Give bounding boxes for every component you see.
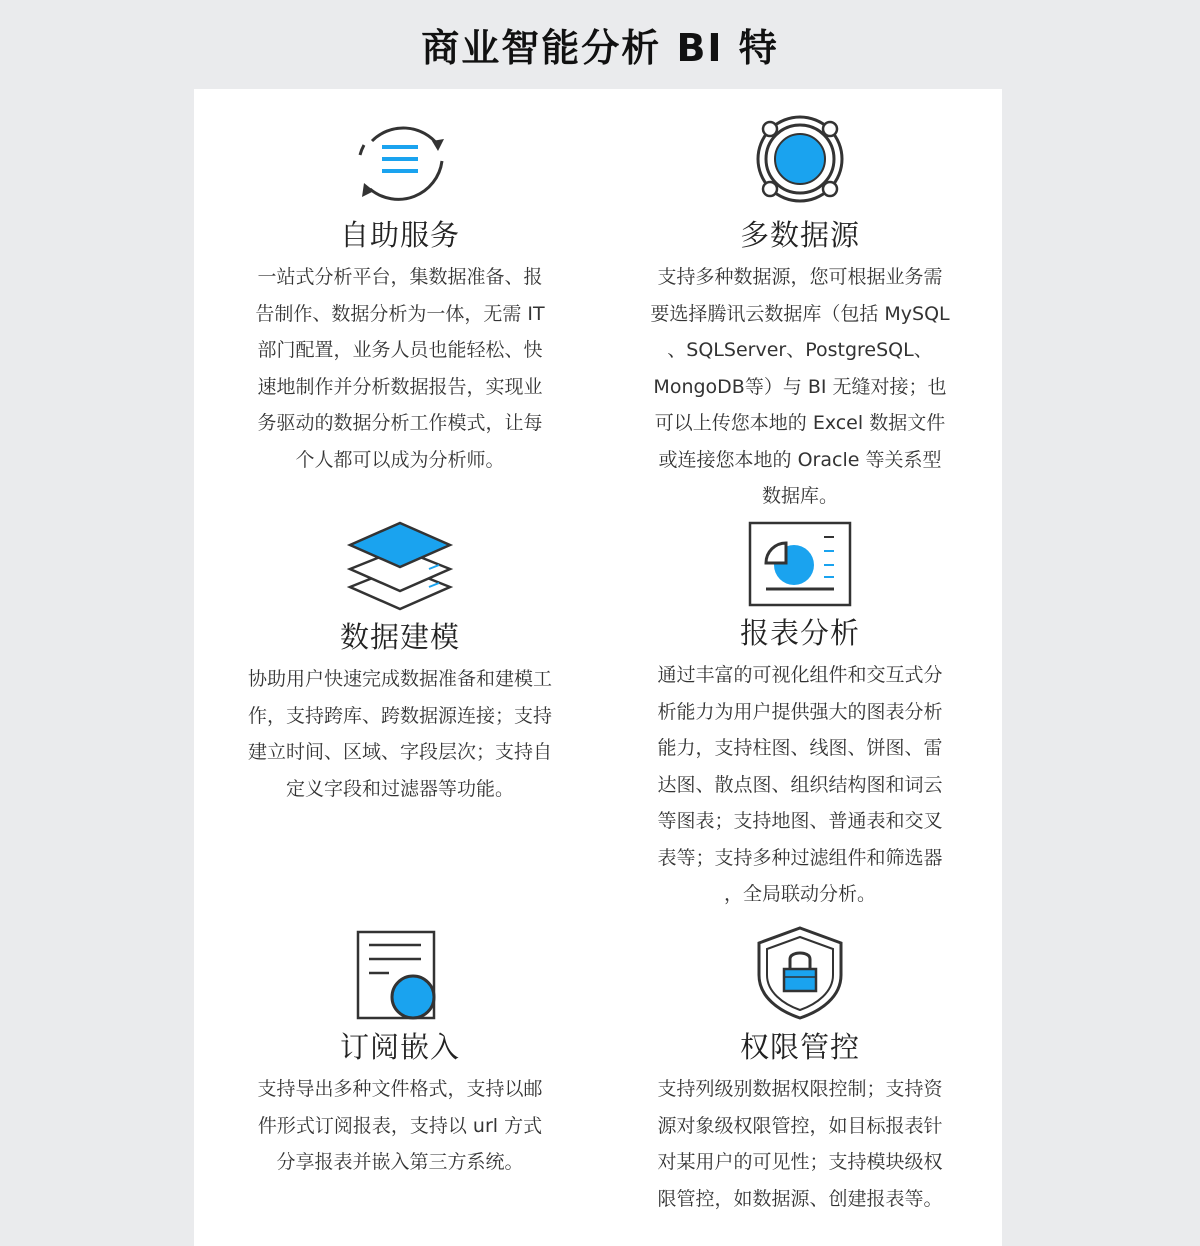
feature-description	[230, 661, 570, 807]
feature-data-modeling	[230, 519, 570, 807]
feature-description	[630, 657, 970, 913]
document-subscribe-icon	[355, 929, 445, 1021]
description-line: 数据库。	[761, 485, 838, 507]
feature-multi-source	[630, 109, 970, 515]
description-line: 表等；支持多种过滤组件和筛选器	[657, 846, 943, 869]
description-line: 要选择腾讯云数据库（包括 MySQL	[650, 302, 950, 325]
description-line: 析能力为用户提供强大的图表分析	[657, 700, 943, 723]
description-line: 部门配置，业务人员也能轻松、快	[257, 339, 543, 361]
description-line: 、SQLServer、PostgreSQL、	[667, 339, 933, 361]
feature-description	[630, 1071, 970, 1217]
description-line: 支持多种数据源，您可根据业务需	[657, 266, 943, 288]
feature-title: 自助服务	[339, 218, 460, 252]
feature-title: 订阅嵌入	[339, 1030, 460, 1064]
feature-description	[630, 259, 970, 515]
description-line: 定义字段和过滤器等功能。	[285, 777, 514, 800]
description-line: MongoDB等）与 BI 无缝对接；也	[653, 375, 947, 398]
list-cycle-icon	[350, 109, 450, 209]
feature-description	[230, 259, 570, 478]
description-line: 支持导出多种文件格式，支持以邮	[257, 1078, 543, 1100]
feature-self-service	[230, 109, 570, 478]
description-line: 建立时间、区域、字段层次；支持自	[247, 741, 552, 763]
feature-subscribe-embed	[230, 929, 570, 1181]
description-line: 通过丰富的可视化组件和交互式分	[657, 664, 943, 686]
description-line: 个人都可以成为分析师。	[295, 448, 505, 471]
description-line: 协助用户快速完成数据准备和建模工	[247, 668, 552, 690]
description-line: 件形式订阅报表，支持以 url 方式	[257, 1114, 543, 1137]
feature-title: 权限管控	[739, 1030, 860, 1064]
description-line: ，全局联动分析。	[723, 883, 876, 905]
report-chart-icon	[748, 521, 852, 607]
description-line: 达图、散点图、组织结构图和词云	[657, 773, 943, 796]
description-line: 等图表；支持地图、普通表和交叉	[657, 810, 943, 832]
description-line: 或连接您本地的 Oracle 等关系型	[658, 448, 942, 471]
shield-lock-icon	[755, 925, 845, 1021]
feature-title: 报表分析	[739, 616, 860, 650]
description-line: 可以上传您本地的 Excel 数据文件	[654, 412, 946, 434]
feature-permission-control	[630, 925, 970, 1217]
data-source-ring-icon	[750, 109, 850, 209]
description-line: 一站式分析平台，集数据准备、报	[257, 266, 543, 288]
page-title: 商业智能分析 BI 特	[421, 26, 779, 70]
description-line: 支持列级别数据权限控制；支持资	[657, 1078, 943, 1100]
description-line: 对某用户的可见性；支持模块级权	[657, 1151, 943, 1173]
description-line: 务驱动的数据分析工作模式，让每	[257, 412, 543, 434]
feature-title: 数据建模	[339, 620, 460, 654]
description-line: 能力，支持柱图、线图、饼图、雷	[657, 737, 943, 759]
description-line: 速地制作并分析数据报告，实现业	[257, 375, 543, 398]
description-line: 告制作、数据分析为一体，无需 IT	[255, 302, 545, 325]
description-line: 限管控，如数据源、创建报表等。	[657, 1187, 943, 1210]
layers-icon	[345, 519, 455, 611]
description-line: 源对象级权限管控，如目标报表针	[657, 1114, 943, 1137]
feature-description	[230, 1071, 570, 1181]
feature-report-analysis	[630, 521, 970, 913]
features-card	[194, 89, 1002, 1246]
feature-title: 多数据源	[739, 218, 860, 252]
description-line: 分享报表并嵌入第三方系统。	[276, 1151, 524, 1173]
description-line: 作，支持跨库、跨数据源连接；支持	[247, 704, 552, 727]
